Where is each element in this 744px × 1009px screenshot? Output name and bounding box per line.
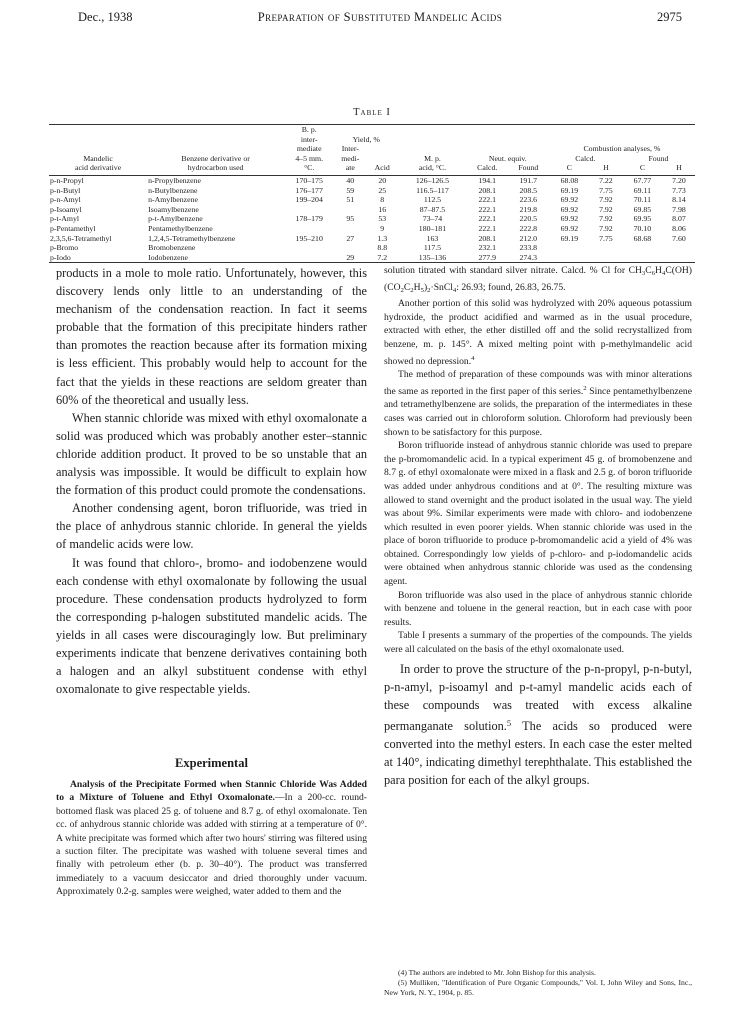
table-cell: 199–204: [295, 195, 323, 205]
table-cell: 277.9: [467, 253, 508, 263]
table-cell: [284, 205, 334, 215]
table-cell: 7.92: [599, 214, 613, 224]
footnote-ref: 2: [583, 384, 587, 392]
table-cell: 8.14: [672, 195, 686, 205]
right-paragraph-4: Boron trifluoride instead of anhydrous stannic chloride was used to prepare the p-bromomandelic acid. In a typical experiment 45 g. of bromobenzene and 8.7 g. of ethyl oxomalonate were mixed in a flask and 2.5 g. of boron trifluoride was added under anhydrous conditions and at 0°. The resulting mixture was allowed to stand overnight and the product isolated in the usual way. The yield was about 9%. Similar experiments were made with chloro- and iodobenzene which resulted in even poorer yields. When stannic chloride was used in the place of boron trifluoride to produce p-bromomandelic acid a yield of 4% was obtained. Correspondingly low yields of p-chloro- and p-iodomandelic acids were obtained when anhydrous stannic chloride was used as the condensing agent.: [384, 440, 692, 588]
table-cell: 69.95: [633, 214, 652, 224]
table-cell: 70.10: [633, 223, 652, 233]
left-column: [56, 264, 367, 698]
hdr-inter-1: Inter-: [341, 144, 359, 154]
table-cell: 126–126.5: [415, 175, 450, 185]
table-cell: p-n-Amyl: [50, 195, 81, 205]
table-cell: [549, 243, 590, 253]
hdr-acid-derivative: acid derivative: [75, 163, 122, 173]
table-cell: 223.6: [519, 195, 538, 205]
paragraph-text: In order to prove the structure of the p-n-propyl, p-n-butyl, p-n-amyl, p-isoamyl and p-t-amyl mandelic acids each of these compounds was treated with excess alkaline permanganate solution.: [384, 661, 692, 733]
formula-part: : 26.93; found, 26.83, 26.75.: [456, 281, 566, 293]
table-cell: [590, 243, 622, 253]
table-cell: 69.92: [560, 195, 579, 205]
table-cell: 222.1: [478, 204, 496, 214]
hdr-acid: Acid: [374, 163, 390, 173]
issue-date: Dec., 1938: [78, 10, 133, 24]
table-cell: n-Propylbenzene: [148, 175, 201, 185]
table-row: [49, 234, 695, 244]
table-cell: [622, 253, 663, 263]
table-cell: 170–175: [295, 175, 323, 185]
table-cell: 208.1: [478, 185, 496, 195]
formula-part: C(OH)(CO: [384, 265, 692, 293]
experimental-paragraph: [56, 778, 367, 899]
table-cell: 7.20: [672, 175, 686, 185]
right-paragraph-2: [384, 297, 692, 368]
formula-part: ·SnCl: [430, 281, 453, 293]
footnotes: [384, 968, 692, 998]
hdr-bp-1: B. p.: [284, 125, 334, 135]
paragraph-text: The acids so produced were converted into the methyl esters. In each case the ester melted at 140°, indicating dimethyl terephthalate. This established the para position for each of the alkyl groups.: [384, 718, 692, 787]
table-row: [49, 253, 695, 263]
table-cell: p-Bromo: [50, 243, 79, 253]
table-cell: Isoamylbenzene: [148, 204, 199, 214]
table-cell: 220.5: [519, 214, 538, 224]
table-cell: 180–181: [418, 223, 447, 233]
table-cell: 117.5: [423, 243, 442, 253]
hdr-comb-found: Found: [648, 153, 669, 163]
formula-part: ): [423, 281, 428, 293]
formula-sub: 5: [420, 286, 424, 294]
table-cell: 51: [346, 195, 355, 205]
table-cell: 212.0: [519, 233, 538, 243]
table-cell: [663, 253, 695, 263]
hdr-inter-2: medi-: [341, 153, 360, 163]
table-cell: 7.98: [672, 204, 686, 214]
table-cell: Iodobenzene: [147, 253, 284, 263]
table-cell: 20: [378, 175, 387, 185]
right-paragraph-6: Table I presents a summary of the properties of the compounds. The yields were all calculated on the basis of the ethyl oxomalonate used.: [384, 630, 692, 656]
table-cell: p-Iodo: [49, 253, 147, 263]
experimental-lead: Analysis of the Precipitate Formed when Stannic Chloride Was Added to a Mixture of Toluene and Ethyl Oxomalonate.: [56, 779, 367, 804]
table-cell: 7.75: [599, 185, 613, 195]
table-cell: 222.1: [478, 214, 496, 224]
table-cell: 233.8: [519, 243, 538, 253]
table-title: Table I: [353, 107, 391, 118]
hdr-bp-3: mediate: [296, 144, 322, 154]
table-cell: 16: [378, 204, 387, 214]
table-cell: 69.92: [560, 223, 579, 233]
table-cell: 1,2,4,5-Tetramethylbenzene: [148, 233, 236, 243]
table-cell: n-Amylbenzene: [148, 195, 198, 205]
table-cell: 68.08: [560, 175, 579, 185]
table-cell: 70.11: [633, 195, 652, 205]
table-cell: 176–177: [295, 185, 323, 195]
table-cell: 25: [378, 185, 387, 195]
table-cell: 191.7: [519, 175, 538, 185]
table-cell: 112.5: [423, 195, 442, 205]
formula-part: H: [413, 281, 421, 293]
table-cell: [334, 243, 366, 253]
table-cell: 27: [346, 233, 355, 243]
right-paragraph-5: Boron trifluoride was also used in the place of anhydrous stannic chloride with benzene and toluene in the general reaction, but in each case with poor results.: [384, 589, 692, 628]
table-cell: 53: [378, 214, 387, 224]
hdr-h-found: H: [676, 163, 682, 173]
formula-sub: 6: [651, 270, 656, 277]
right-paragraph-1: [384, 264, 692, 297]
table-cell: 59: [346, 185, 355, 195]
table-cell: 69.92: [560, 214, 579, 224]
paragraph-text: Another portion of this solid was hydrolyzed with 20% aqueous potassium hydroxide, the product acidified and warmed as in the usual procedure, extracted with ether, the ether distilled off and the solid recrystallized from benzene, m. p. 145°. A mixed melting point with p-methylmandelic acid showed no depression.: [384, 298, 692, 367]
paragraph-text: Since pentamethylbenzene and tetramethylbenzene are solids, the preparation of the intermediates in these cases was carried out in chloroform solution. Chloroform had previously been shown to be satisfactory for this purpose.: [384, 385, 692, 438]
footnote-ref: 4: [471, 354, 475, 362]
hdr-h-calcd: H: [603, 163, 609, 173]
right-paragraph-3: [384, 368, 692, 439]
table-cell: 29: [334, 253, 366, 263]
formula-sub: 2: [427, 286, 431, 294]
table-cell: 208.1: [478, 233, 496, 243]
table-cell: 232.1: [478, 243, 496, 253]
experimental-heading: Experimental: [175, 756, 248, 770]
left-paragraph-3: Another condensing agent, boron trifluoride, was tried in the place of anhydrous stannic chloride. In general the yields of mandelic acids were low.: [56, 501, 367, 552]
table-cell: 222.1: [478, 223, 496, 233]
table-cell: 95: [346, 214, 355, 224]
table-cell: p-n-Butyl: [50, 185, 81, 195]
table-cell: p-Pentamethyl: [50, 223, 96, 233]
table-cell: 8.06: [672, 223, 686, 233]
hdr-comb-calcd: Calcd.: [575, 153, 596, 163]
table-cell: 194.1: [478, 175, 496, 185]
footnote-ref: 5: [506, 717, 512, 728]
table-cell: 116.5–117: [416, 185, 449, 195]
formula-sub: 4: [452, 286, 457, 294]
table-cell: 69.92: [560, 204, 579, 214]
table-row: [49, 175, 695, 185]
table-cell: 274.3: [508, 253, 549, 263]
table-row: [49, 243, 695, 253]
table-cell: 135–136: [398, 253, 466, 263]
hdr-mp-2: acid, °C.: [418, 163, 447, 173]
table-cell: 178–179: [295, 214, 323, 224]
experimental-text: —In a 200-cc. round-bottomed flask was placed 25 g. of toluene and 8.7 g. of ethyl oxomalonate. Ten cc. of anhydrous stannic chloride was added with stirring at a temperature of 0°. A white precipitate was formed which after two hours' stirring was filtered using a suction filter. The precipitate was washed with toluene several times and finally with petroleum ether (b. p. 30–40°). The product was transferred immediately to a vacuum desiccator and dried thoroughly under vacuum. Approximately 0.2-g. samples were weighed, water added to them and the: [56, 792, 367, 898]
formula-part: C: [403, 281, 411, 293]
table-cell: p-Isoamyl: [50, 204, 82, 214]
table-cell: 222.8: [519, 223, 538, 233]
right-column: [384, 264, 692, 789]
table-cell: Bromobenzene: [148, 243, 196, 253]
table-cell: [284, 243, 334, 253]
table-cell: 68.68: [633, 233, 652, 243]
hdr-yield: Yield, %: [352, 134, 380, 144]
table-cell: 9: [380, 223, 385, 233]
table-cell: 219.8: [519, 204, 538, 214]
table-row: [49, 186, 695, 196]
footnote-5: (5) Mulliken, "Identification of Pure Organic Compounds," Vol. I, John Wiley and Sons, Inc., New York, N. Y., 1904, p. 85.: [384, 978, 692, 997]
table-row: [49, 214, 695, 224]
hdr-bp-5: °C.: [304, 163, 315, 173]
table-cell: [590, 253, 622, 263]
table-cell: 69.19: [560, 233, 579, 243]
table-cell: p-t-Amyl: [50, 214, 80, 224]
table-cell: 7.2: [366, 253, 398, 263]
hdr-mp-1: M. p.: [424, 153, 441, 163]
table-cell: 7.75: [599, 233, 613, 243]
hdr-hydrocarbon: hydrocarbon used: [187, 163, 244, 173]
hdr-inter-3: ate: [345, 163, 355, 173]
formula-part: C: [645, 265, 652, 276]
running-head: [78, 10, 682, 28]
experimental-section: [56, 778, 367, 899]
table-cell: [334, 205, 366, 215]
formula-part: H: [655, 265, 662, 276]
table-cell: 7.22: [599, 175, 613, 185]
table-cell: 7.73: [672, 185, 686, 195]
table-cell: 163: [426, 233, 439, 243]
table-row: [49, 224, 695, 234]
hdr-mandelic: Mandelic: [83, 153, 113, 163]
left-paragraph-1: products in a mole to mole ratio. Unfortunately, however, this discovery lends only little to an understanding of the mechanism of the condensation reaction. In fact it seems probable that the formation of this precipitate hinders rather than promotes the reaction because after its formation mixing is less efficient. This probably would help to account for the fact that the yields in these reactions are seldom greater than 60% of the theoretical and usually less.: [56, 266, 367, 407]
table-cell: 87–87.5: [419, 204, 446, 214]
left-paragraph-4: It was found that chloro-, bromo- and iodobenzene would each condense with ethyl oxomalonate by following the usual procedure. These condensation products hydrolyzed to form the corresponding p-halogen substituted mandelic acids. The yields in all cases were discouragingly low. But preliminary experiments indicate that benzene derivatives containing both a halogen and an alkyl substituent condense with ethyl oxomalonate to give respectable yields.: [56, 555, 367, 697]
table-cell: p-n-Propyl: [50, 175, 84, 185]
article-title: Preparation of Substituted Mandelic Acids: [257, 10, 503, 24]
hdr-c-found: C: [639, 163, 646, 173]
table-cell: 222.1: [478, 195, 496, 205]
hdr-benzene: Benzene derivative or: [181, 153, 250, 163]
table-cell: 8.07: [672, 214, 686, 224]
table-cell: 69.85: [633, 204, 652, 214]
page-number: 2975: [657, 10, 682, 24]
hdr-calcd: Calcd.: [477, 163, 498, 173]
table-row: [49, 205, 695, 215]
table-cell: 1.3: [377, 233, 388, 243]
table-cell: 40: [346, 175, 355, 185]
table-cell: 208.5: [519, 185, 538, 195]
table-cell: 7.92: [599, 223, 613, 233]
hdr-neut: Neut. equiv.: [488, 153, 527, 163]
table-cell: [334, 224, 366, 234]
table-cell: p-t-Amylbenzene: [148, 214, 203, 224]
table-cell: [284, 224, 334, 234]
table-cell: 2,3,5,6-Tetramethyl: [50, 233, 112, 243]
table-cell: 7.92: [599, 195, 613, 205]
table-cell: [549, 253, 590, 263]
footnote-4: (4) The authors are indebted to Mr. John Bishop for this analysis.: [398, 968, 596, 977]
hdr-bp-2: inter-: [300, 134, 318, 144]
table-cell: [622, 243, 663, 253]
table-cell: 195–210: [295, 233, 323, 243]
formula-sub: 4: [661, 270, 666, 277]
table-cell: [284, 253, 334, 263]
hdr-c-calcd: C: [566, 163, 572, 173]
table-cell: 73–74: [422, 214, 443, 224]
hdr-found: Found: [518, 163, 539, 173]
hdr-combustion: Combustion analyses, %: [583, 144, 661, 154]
table-cell: 69.11: [633, 185, 652, 195]
right-paragraph-7: [384, 660, 692, 789]
formula-sub: 2: [410, 286, 414, 294]
table-cell: n-Butylbenzene: [148, 185, 198, 195]
table-cell: Pentamethylbenzene: [148, 223, 213, 233]
hdr-bp-4: 4–5 mm.: [295, 153, 324, 163]
table-cell: 69.19: [560, 185, 579, 195]
table-row: [49, 195, 695, 205]
table-cell: 8: [380, 195, 385, 205]
formula-part: solution titrated with standard silver nitrate. Calcd. % Cl for CH: [384, 265, 642, 276]
data-table: [49, 124, 695, 263]
table-cell: 7.60: [672, 233, 686, 243]
table-cell: 8.8: [377, 243, 388, 253]
formula-sub: 3: [641, 270, 646, 277]
table-cell: [663, 243, 695, 253]
table-cell: 7.92: [599, 204, 613, 214]
paragraph-text: The method of preparation of these compounds was with minor alterations the same as reported in the first paper of this series.: [384, 369, 692, 397]
table-cell: 67.77: [633, 175, 652, 185]
left-paragraph-2: When stannic chloride was mixed with ethyl oxomalonate a solid was produced which was probably another ester–stannic chloride addition product. It proved to be so unstable that an analysis was impossible. It would be difficult to explain how the formation of this product could promote the condensations.: [56, 410, 367, 498]
formula-sub: 2: [400, 286, 404, 294]
